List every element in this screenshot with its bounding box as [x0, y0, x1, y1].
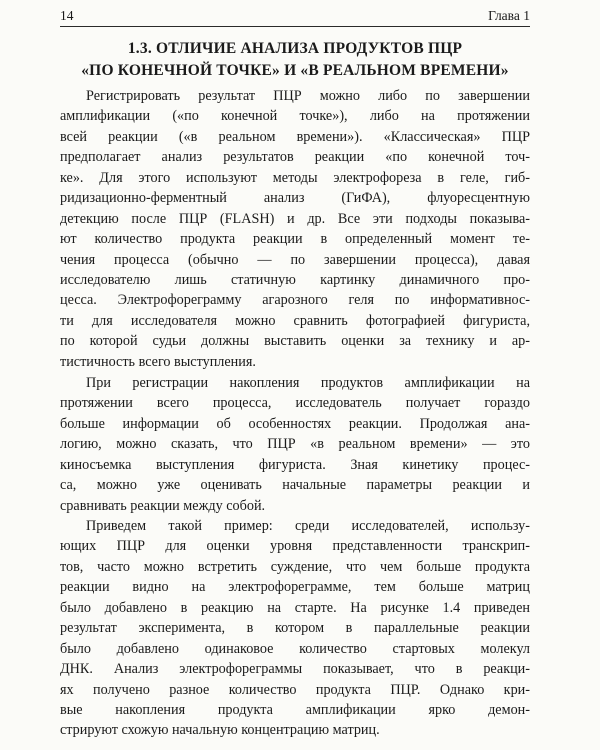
text-line: Регистрировать результат ПЦР можно либо по завершении [86, 88, 530, 104]
text-line: детекцию после ПЦР (FLASH) и др. Все эти подходы показыва- [60, 210, 530, 227]
heading-line: 1.3. ОТЛИЧИЕ АНАЛИЗА ПРОДУКТОВ ПЦР [127, 40, 463, 57]
text-line: ют количество продукта реакции в определенный момент те- [60, 231, 530, 248]
text-line: было добавлено одинаковое количество стартовых молекул [60, 640, 530, 657]
text-line: ющих ПЦР для оценки уровня представленности транскрип- [60, 538, 530, 555]
text-line: амплификации («по конечной точке»), либо на протяжении [60, 108, 530, 125]
text-line: тов, часто можно встретить суждение, что чем больше продукта [60, 558, 530, 575]
chapter-label: Глава 1 [488, 8, 530, 23]
section-1-3-paragraph-2 [60, 373, 530, 516]
text-line: больше информации об особенностях реакции. Продолжая ана- [60, 415, 530, 432]
text-line: сравнивать реакции между собой. [60, 497, 266, 514]
text-line: реакции видно на электрофореграмме, тем больше матриц [60, 579, 530, 596]
section-1-3-paragraph-3 [60, 516, 530, 741]
text-line: всей реакции («в реальном времени»). «Классическая» ПЦР [60, 128, 530, 145]
text-line: исследователю лишь статичную картинку динамичного про- [60, 271, 530, 288]
text-line: ридизационно-ферментный анализ (ГиФА), флуоресцентную [60, 190, 530, 207]
section-1-3-heading [60, 38, 530, 82]
text-line: тистичность всего выступления. [60, 353, 256, 370]
text-line: предполагает анализ результатов реакции «по конечной точ- [60, 149, 530, 166]
text-line: ке». Для этого используют методы электрофореза в геле, гиб- [60, 169, 530, 186]
text-line: цесса. Электрофореграмму агарозного геля по информативнос- [60, 292, 530, 309]
running-header [60, 6, 530, 27]
text-line: логию, можно сказать, что ПЦР «в реальном времени» — это [60, 436, 530, 453]
text-line: ях получено разное количество продукта ПЦР. Однако кри- [60, 681, 530, 698]
section-1-3-paragraph-1 [60, 86, 530, 372]
text-line: ДНК. Анализ электрофореграммы показывает, что в реакци- [60, 661, 530, 678]
text-line: стрируют схожую начальную концентрацию матриц. [60, 722, 380, 739]
text-line: чения процесса (обычно — по завершении процесса), давая [60, 251, 530, 268]
text-line: ти для исследователя можно сравнить фотографией фигуриста, [60, 312, 530, 329]
page-number: 14 [60, 8, 74, 23]
text-line: киносъемка выступления фигуриста. Зная кинетику процес- [60, 456, 530, 473]
text-line: вые накопления продукта амплификации ярко демон- [60, 701, 530, 718]
text-line: было добавлено в реакцию на старте. На рисунке 1.4 приведен [60, 599, 530, 616]
text-line: результат эксперимента, в котором в параллельные реакции [60, 620, 530, 637]
text-line: Приведем такой пример: среди исследователей, использу- [86, 518, 530, 534]
text-line: по которой судьи должны выставить оценки за технику и ар- [60, 333, 530, 350]
text-line: са, можно уже оценивать начальные параметры реакции и [60, 477, 530, 494]
heading-line: «ПО КОНЕЧНОЙ ТОЧКЕ» И «В РЕАЛЬНОМ ВРЕМЕНИ» [81, 62, 509, 79]
text-line: протяжении всего процесса, исследователь получает гораздо [60, 395, 530, 412]
text-line: При регистрации накопления продуктов амплификации на [86, 375, 530, 391]
